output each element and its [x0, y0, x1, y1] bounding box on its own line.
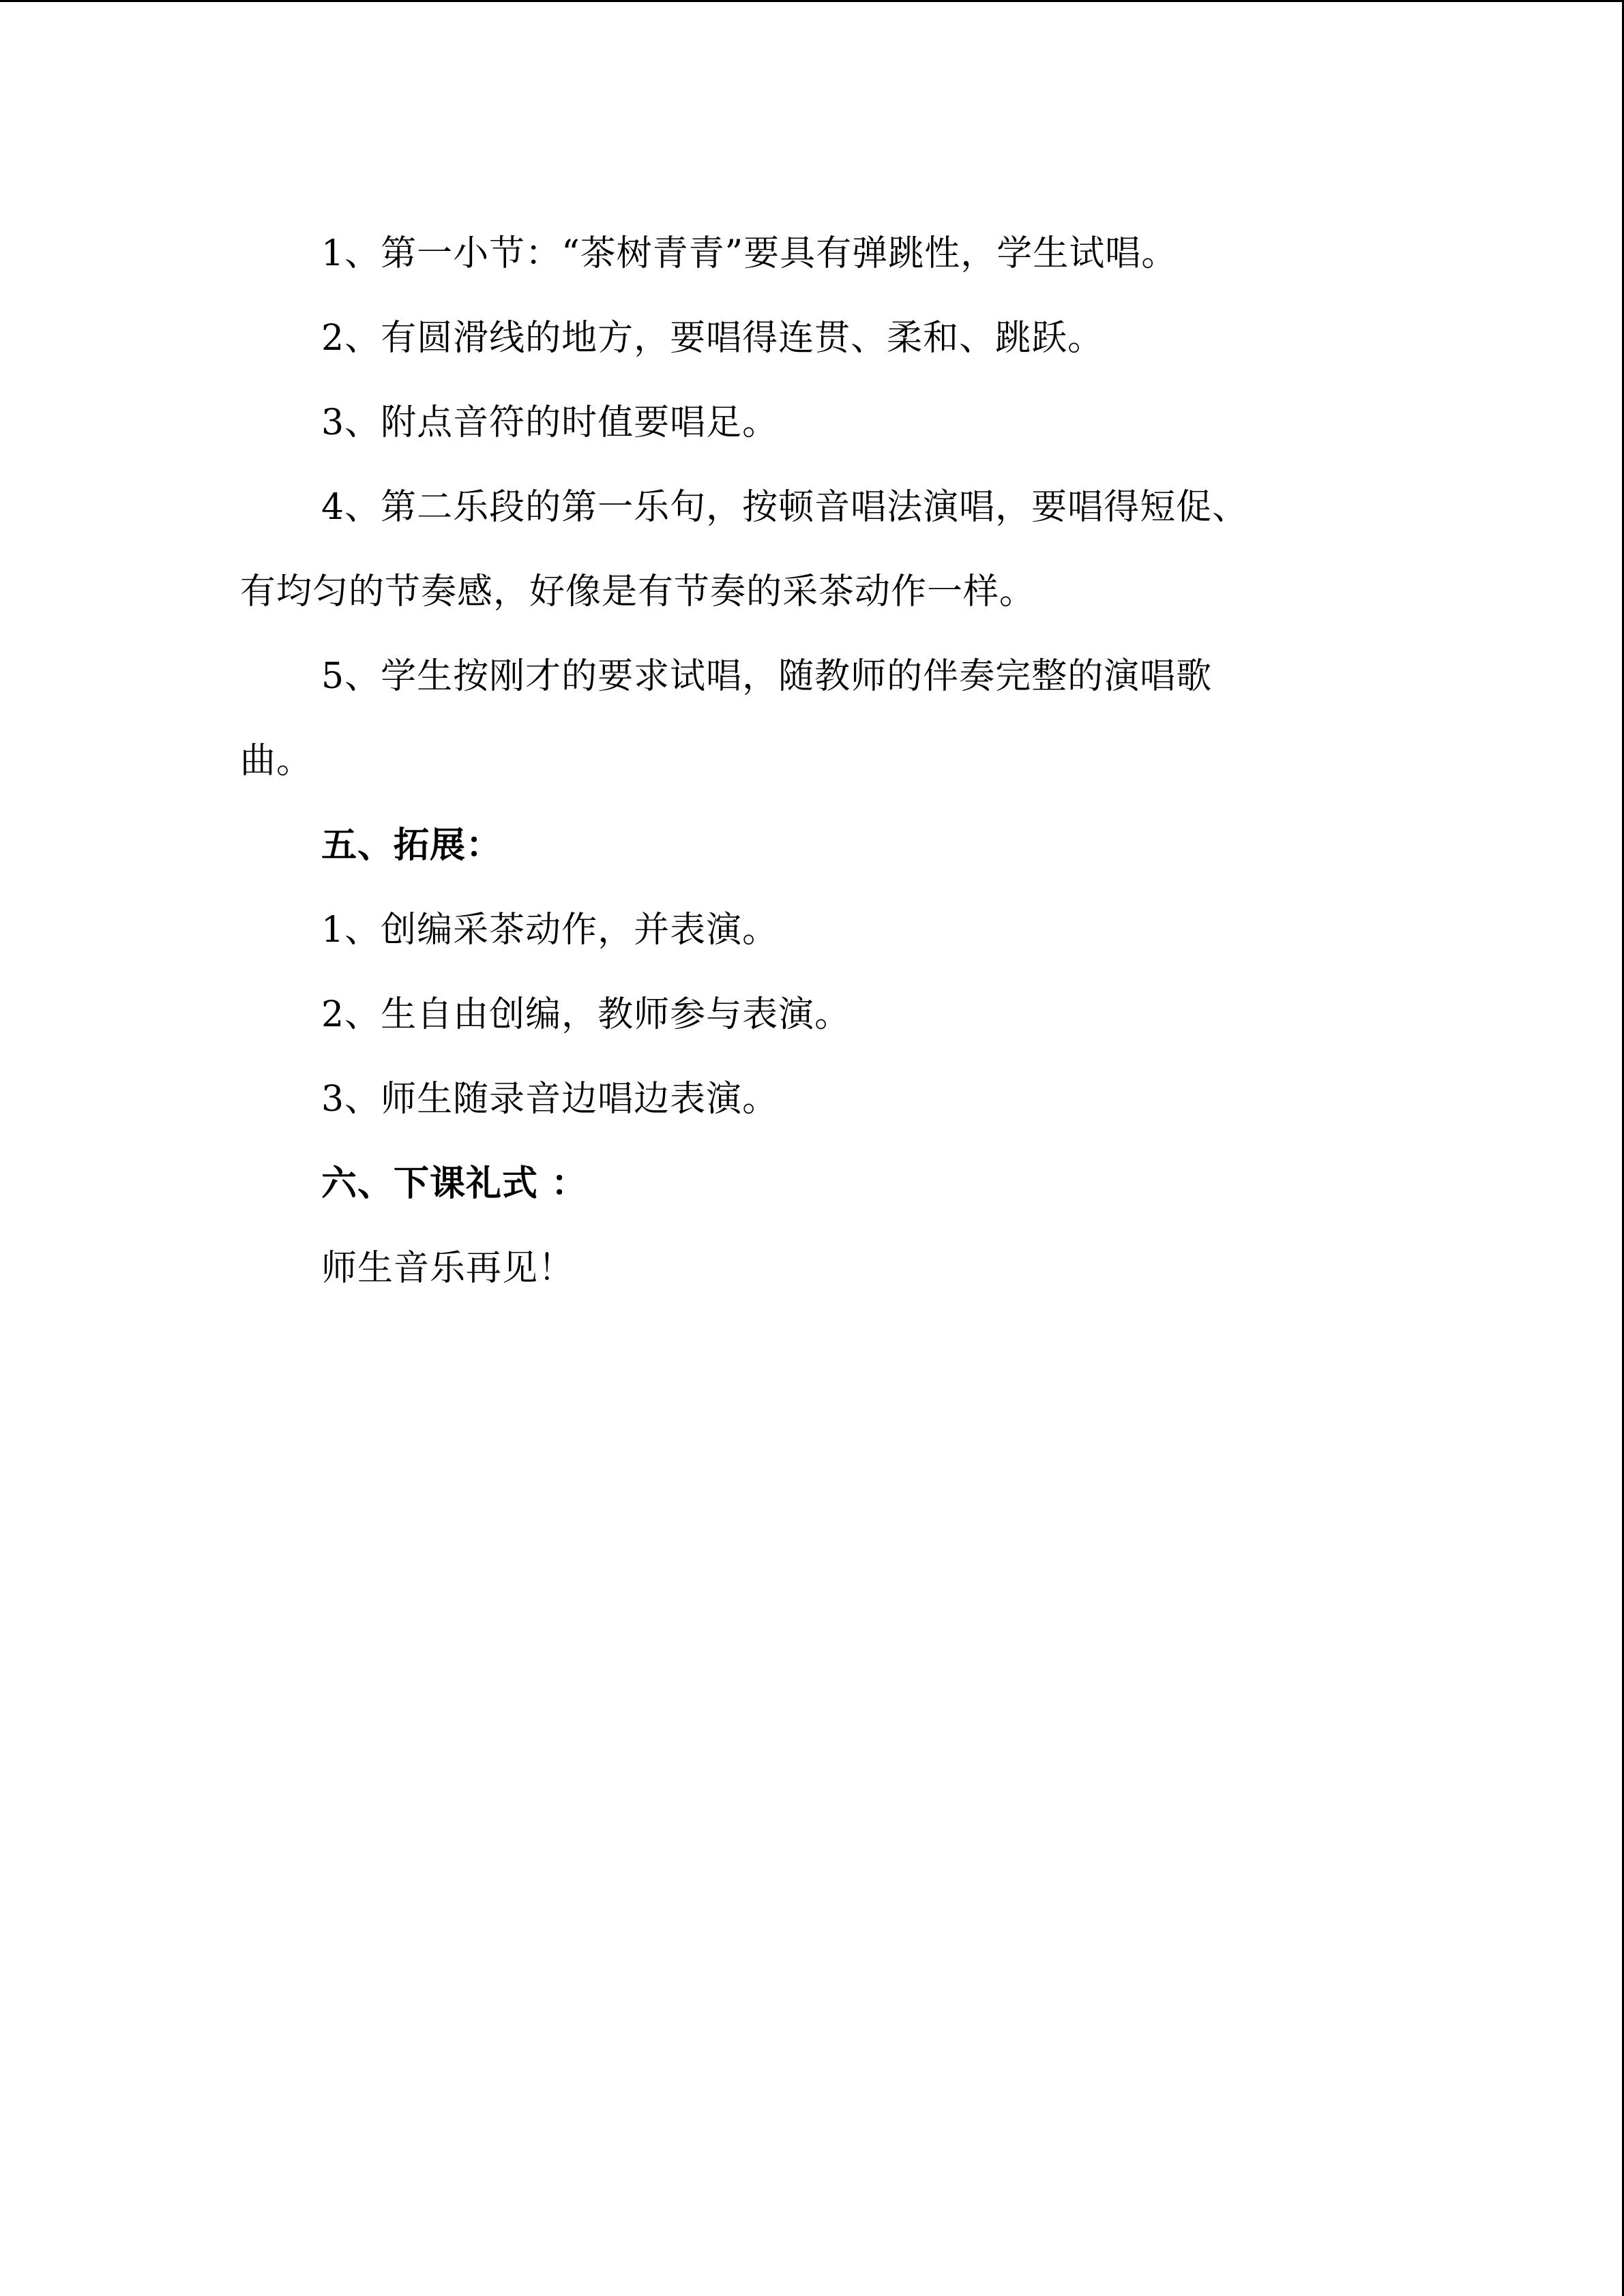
paragraph-extension-1: 1、创编采茶动作，并表演。 [321, 910, 779, 951]
document-body [240, 211, 1365, 1311]
paragraph-extension-3: 3、师生随录音边唱边表演。 [321, 1079, 779, 1120]
paragraph-dismissal: 师生音乐再见！ [321, 1248, 575, 1289]
paragraph-step-5-continued: 曲。 [240, 741, 313, 781]
section-heading-extension: 五、拓展： [321, 825, 503, 866]
paragraph-step-3: 3、附点音符的时值要唱足。 [321, 402, 779, 443]
paragraph-step-4: 4、第二乐段的第一乐句，按顿音唱法演唱，要唱得短促、 [321, 487, 1249, 528]
section-heading-dismissal: 六、下课礼式 ： [321, 1163, 588, 1204]
page-top-border [0, 0, 1624, 2]
paragraph-step-5: 5、学生按刚才的要求试唱，随教师的伴奏完整的演唱歌 [321, 656, 1213, 697]
paragraph-step-4-continued: 有均匀的节奏感，好像是有节奏的采茶动作一样。 [240, 571, 1036, 612]
paragraph-step-2: 2、有圆滑线的地方，要唱得连贯、柔和、跳跃。 [321, 318, 1104, 359]
paragraph-extension-2: 2、生自由创编，教师参与表演。 [321, 994, 851, 1035]
paragraph-step-1: 1、第一小节：“茶树青青”要具有弹跳性，学生试唱。 [321, 233, 1178, 274]
